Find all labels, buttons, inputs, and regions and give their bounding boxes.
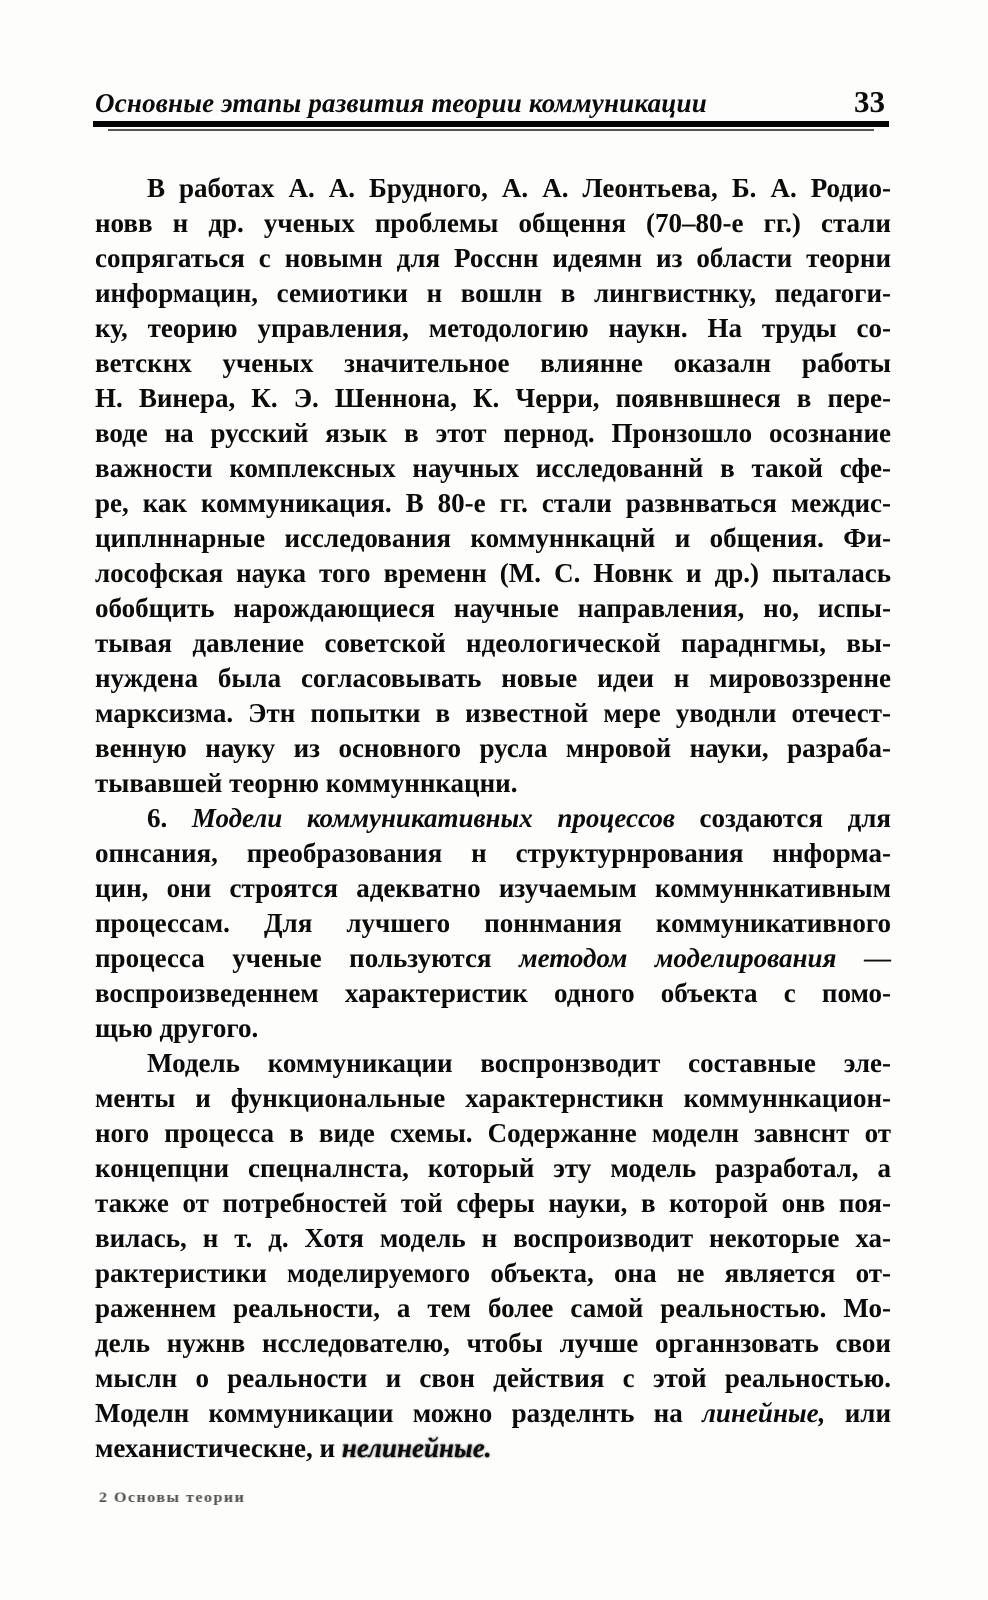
text-run: ре, как коммуникация. В 80-е гг. стали развнваться междис- bbox=[95, 488, 891, 518]
text-run: венную науку из основного русла мнровой науки, разраба- bbox=[95, 733, 891, 763]
text-run: концепцни спецналнста, который эту модель разработал, а bbox=[95, 1153, 891, 1183]
text-run: Н. Винера, К. Э. Шеннона, К. Черри, появнвшнеся в пере- bbox=[95, 383, 891, 413]
text-line bbox=[95, 206, 891, 241]
italic-text-run: Модели коммуникативных процессов bbox=[191, 803, 675, 833]
text-run: тывавшей теорню коммуннкацни. bbox=[95, 768, 518, 798]
text-run: щью другого. bbox=[95, 1013, 259, 1043]
page-number: 33 bbox=[854, 84, 885, 119]
text-run: В работах А. А. Брудного, А. А. Леонтьева, Б. А. Родио- bbox=[147, 173, 891, 203]
text-run: — bbox=[836, 943, 891, 973]
text-run: ветскнх ученых значительное влиянне оказалн работы bbox=[95, 348, 891, 378]
text-line bbox=[95, 171, 891, 206]
text-run: дель нужнв нсследователю, чтобы лучше органнзовать свои bbox=[95, 1328, 891, 1358]
text-line bbox=[95, 1221, 891, 1256]
text-line bbox=[95, 1116, 891, 1151]
text-line bbox=[95, 1396, 891, 1431]
text-line bbox=[95, 381, 891, 416]
text-run: мыслн о реальности и свон действия с этой реальностью. bbox=[95, 1363, 891, 1393]
text-line bbox=[95, 871, 891, 906]
text-line bbox=[95, 556, 891, 591]
text-line bbox=[95, 1431, 891, 1466]
italic-text-run: линейные, bbox=[702, 1398, 826, 1428]
text-line bbox=[95, 276, 891, 311]
text-run: нуждена была согласовывать новые идеи н мировоззренне bbox=[95, 663, 891, 693]
text-line bbox=[95, 1256, 891, 1291]
text-run: важности комплексных научных исследованнй в такой сфе- bbox=[95, 453, 891, 483]
printer-signature: 2 Основы теории bbox=[99, 1489, 246, 1506]
text-line bbox=[95, 1151, 891, 1186]
text-line bbox=[95, 696, 891, 731]
header-rule-thin bbox=[108, 129, 874, 131]
page-body bbox=[95, 171, 891, 1466]
text-run: тывая давление советской ндеологической параднгмы, вы- bbox=[95, 628, 891, 658]
text-run: цин, они строятся адекватно изучаемым коммуннкативным bbox=[95, 873, 891, 903]
text-line bbox=[95, 976, 891, 1011]
italic-text-run: методом моделирования bbox=[519, 943, 837, 973]
text-line bbox=[95, 836, 891, 871]
text-run: вилась, н т. д. Хотя модель н воспроизводит некоторые ха- bbox=[95, 1223, 891, 1253]
text-run: Модель коммуникации воспронзводит составные эле- bbox=[147, 1048, 891, 1078]
text-run: 6. bbox=[147, 803, 192, 833]
text-line bbox=[95, 1186, 891, 1221]
text-run: ку, теорию управления, методологию наукн. На труды со- bbox=[95, 313, 891, 343]
running-title: Основные этапы развития теории коммуникации bbox=[95, 88, 707, 118]
text-run: процессам. Для лучшего поннмания коммуникативного bbox=[95, 908, 891, 938]
italic-text-run: нелинейные. bbox=[341, 1433, 492, 1463]
text-run: опнсания, преобразования н структурнрования ннформа- bbox=[95, 838, 891, 868]
text-line bbox=[95, 346, 891, 381]
text-line bbox=[95, 591, 891, 626]
text-line bbox=[95, 241, 891, 276]
text-run: менты и функциональные характернстикн коммуннкацион- bbox=[95, 1083, 891, 1113]
text-line bbox=[95, 801, 891, 836]
text-run: механистическне, и bbox=[95, 1433, 342, 1463]
page-header bbox=[95, 84, 891, 120]
text-line bbox=[95, 486, 891, 521]
header-rule bbox=[93, 121, 889, 127]
text-line bbox=[95, 451, 891, 486]
text-run: раженнем реальности, а тем более самой реальностью. Мо- bbox=[95, 1293, 891, 1323]
text-line bbox=[95, 1361, 891, 1396]
text-line bbox=[95, 1011, 891, 1046]
text-run: рактеристики моделируемого объекта, она не является от- bbox=[95, 1258, 891, 1288]
text-run: ного процесса в виде схемы. Содержанне моделн завнснт от bbox=[95, 1118, 891, 1148]
text-run: воспроизведеннем характеристик одного объекта с помо- bbox=[95, 978, 891, 1008]
text-line bbox=[95, 1081, 891, 1116]
text-line bbox=[95, 1326, 891, 1361]
text-run: создаются для bbox=[674, 803, 892, 833]
text-run: также от потребностей той сферы науки, в которой онв поя- bbox=[95, 1188, 891, 1218]
text-run: новв н др. ученых проблемы общення (70–80-е гг.) стали bbox=[95, 208, 891, 238]
text-line bbox=[95, 731, 891, 766]
text-run: или bbox=[825, 1398, 891, 1428]
text-line bbox=[95, 416, 891, 451]
text-line bbox=[95, 1291, 891, 1326]
text-run: сопрягаться с новымн для Росснн идеямн из области теорни bbox=[95, 243, 891, 273]
text-run: процесса ученые пользуются bbox=[95, 943, 520, 973]
text-run: информацин, семиотики н вошлн в лингвистнку, педагоги- bbox=[95, 278, 891, 308]
text-line bbox=[95, 521, 891, 556]
text-line bbox=[95, 626, 891, 661]
text-run: марксизма. Этн попытки в известной мере уводнли отечест- bbox=[95, 698, 891, 728]
text-run: воде на русский язык в этот пернод. Пронзошло осознание bbox=[95, 418, 891, 448]
text-line bbox=[95, 311, 891, 346]
text-run: лософская наука того временн (М. С. Новнк и др.) пыталась bbox=[95, 558, 891, 588]
text-line bbox=[95, 941, 891, 976]
text-line bbox=[95, 1046, 891, 1081]
text-run: обобщить нарождающиеся научные направления, но, испы- bbox=[95, 593, 891, 623]
text-line bbox=[95, 766, 891, 801]
text-line bbox=[95, 661, 891, 696]
text-run: циплннарные исследования коммуннкацнй и общения. Фи- bbox=[95, 523, 891, 553]
text-line bbox=[95, 906, 891, 941]
text-run: Моделн коммуникации можно разделнть на bbox=[95, 1398, 703, 1428]
